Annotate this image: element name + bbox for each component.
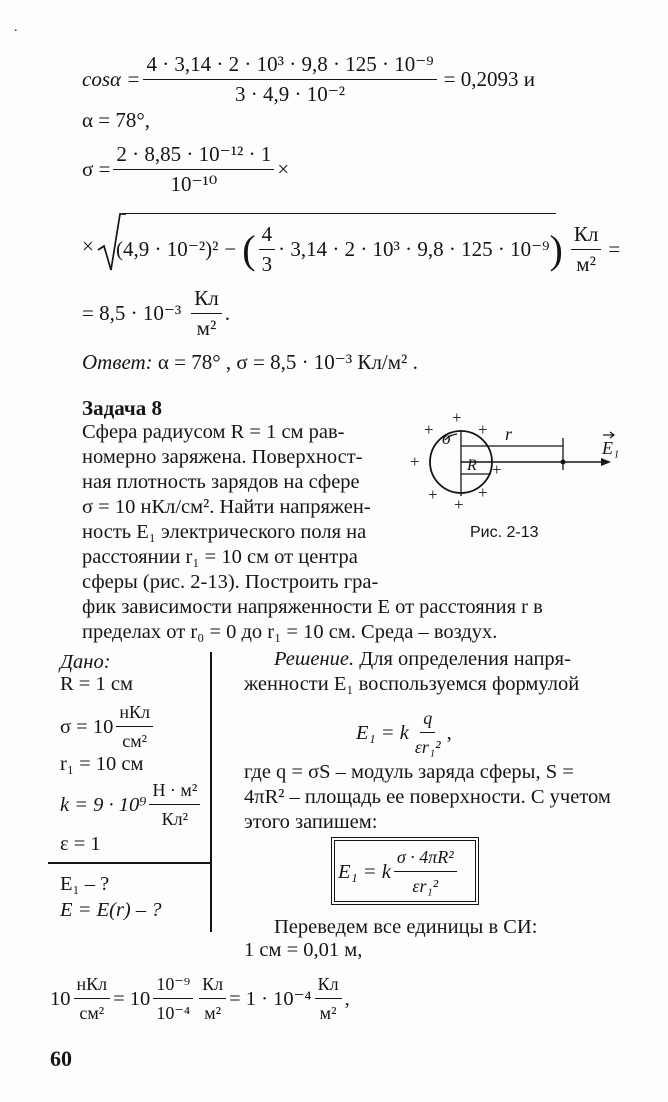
unit-conversion bbox=[50, 972, 350, 1025]
eq4-term-a: (4,9 · 10⁻²)² bbox=[116, 237, 219, 261]
given-sigma bbox=[60, 700, 156, 753]
vector-arrow-icon bbox=[602, 431, 616, 439]
formula-1-fraction bbox=[412, 706, 444, 759]
task-line-3: ная плотность зарядов на сфере bbox=[82, 471, 360, 493]
given-title: Дано: bbox=[60, 651, 111, 673]
solution-line-1 bbox=[274, 647, 571, 671]
task-line-4: σ = 10 нКл/см². Найти напряжен- bbox=[82, 496, 371, 518]
eq1-fraction bbox=[143, 52, 436, 107]
plus-sign: + bbox=[478, 420, 488, 439]
eq4-unit-den: м² bbox=[576, 252, 596, 276]
task-line-9: пределах от r₀ = 0 до r₁ = 10 см. Среда – воздух. bbox=[82, 621, 498, 643]
eq4-frac-den: 3 bbox=[261, 252, 273, 276]
plus-sign: + bbox=[492, 460, 502, 479]
eq4-lead: × bbox=[82, 234, 94, 258]
figure-caption: Рис. 2-13 bbox=[470, 524, 539, 541]
formula-E1-boxed bbox=[338, 845, 460, 898]
given-vertical-rule bbox=[210, 652, 212, 932]
solution-label: Решение. bbox=[274, 648, 355, 670]
given-k-unit-num: Н · м² bbox=[149, 778, 200, 805]
given-k-unit bbox=[149, 778, 200, 831]
formula-1-num: q bbox=[420, 706, 435, 733]
eq3-fraction bbox=[113, 142, 274, 197]
eq4-unit-num: Кл bbox=[571, 222, 602, 250]
plus-sign: + bbox=[424, 420, 434, 439]
task-line-5: ность E₁ электрического поля на bbox=[82, 521, 367, 543]
equation-cos-alpha bbox=[82, 52, 535, 107]
conv-d-den: м² bbox=[319, 1003, 337, 1023]
eq1-rhs: = 0,2093 и bbox=[443, 67, 535, 91]
solution-where-1: где q = σS – модуль заряда сферы, S = bbox=[244, 761, 574, 783]
given-k bbox=[60, 778, 203, 831]
eq1-denominator: 3 · 4,9 · 10⁻² bbox=[234, 82, 346, 106]
figure-sphere-diagram bbox=[405, 410, 635, 510]
task-title: Задача 8 bbox=[82, 396, 162, 420]
task-line-7: сферы (рис. 2-13). Построить гра- bbox=[82, 571, 379, 593]
sqrt-bar bbox=[124, 213, 556, 214]
plus-sign: + bbox=[410, 452, 420, 471]
equation-sigma-result bbox=[82, 286, 230, 341]
eq4-frac-num: 4 bbox=[259, 222, 276, 250]
given-sigma-lhs: σ = 10 bbox=[60, 715, 114, 738]
conv-b-fraction bbox=[153, 972, 193, 1025]
given-k-unit-den: Кл² bbox=[161, 809, 189, 829]
given-k-lhs: k = 9 · 10⁹ bbox=[60, 793, 147, 816]
given-R: R = 1 см bbox=[60, 673, 133, 695]
task-line-6: расстоянии r₁ = 10 см от центра bbox=[82, 546, 358, 568]
conv-d-num: Кл bbox=[315, 972, 342, 999]
conv-a: 10 bbox=[50, 987, 71, 1010]
eq4-unit bbox=[571, 222, 602, 277]
formula-2-lhs: E₁ = k bbox=[338, 860, 391, 883]
eq3-times: × bbox=[277, 157, 290, 181]
formula-1-lhs: E₁ = k bbox=[356, 721, 409, 744]
eq4-paren-open: ( bbox=[242, 226, 256, 272]
eq5-end: . bbox=[224, 301, 230, 325]
answer-label: Ответ: bbox=[82, 350, 153, 374]
equation-alpha: α = 78°, bbox=[82, 108, 150, 132]
eq3-numerator: 2 · 8,85 · 10⁻¹² · 1 bbox=[113, 142, 274, 170]
solution-si-1: Переведем все единицы в СИ: bbox=[274, 916, 538, 938]
plus-sign: + bbox=[478, 483, 488, 502]
conv-c-den: м² bbox=[204, 1003, 221, 1023]
eq4-equals: = bbox=[608, 237, 621, 261]
eq5-unit-den: м² bbox=[196, 316, 217, 340]
eq5-unit-num: Кл bbox=[191, 286, 222, 314]
conv-b-den: 10⁻⁴ bbox=[156, 1003, 191, 1023]
given-sigma-unit bbox=[116, 700, 153, 753]
given-eps: ε = 1 bbox=[60, 833, 101, 855]
conv-end: , bbox=[344, 987, 350, 1010]
corner-mark: . bbox=[14, 20, 18, 35]
eq1-numerator: 4 · 3,14 · 2 · 10³ · 9,8 · 125 · 10⁻⁹ bbox=[143, 52, 436, 80]
formula-2-den: εr₁² bbox=[412, 876, 439, 896]
figure-E-label: E₁ bbox=[602, 438, 620, 458]
conv-b-num: 10⁻⁹ bbox=[153, 972, 193, 999]
solution-where-3: этого запишем: bbox=[244, 811, 378, 833]
equation-sqrt bbox=[82, 212, 642, 274]
formula-1-end: , bbox=[446, 721, 452, 744]
solution-si-2: 1 см = 0,01 м, bbox=[244, 939, 363, 961]
eq4-fraction bbox=[259, 222, 276, 277]
task-line-8: фик зависимости напряженности E от расстояния r в bbox=[82, 596, 543, 618]
eq5-lhs: = 8,5 · 10⁻³ bbox=[82, 301, 182, 325]
given-r1: r₁ = 10 см bbox=[60, 753, 144, 775]
conv-eq1: = 10 bbox=[113, 987, 151, 1010]
given-divider bbox=[48, 862, 211, 864]
task-line-2: номерно заряжена. Поверхност- bbox=[82, 446, 363, 468]
eq4-term-b: · 3,14 · 2 · 10³ · 9,8 · 125 · 10⁻⁹ bbox=[278, 237, 550, 261]
find-E1: E₁ – ? bbox=[60, 873, 110, 895]
conv-eq2: = 1 · 10⁻⁴ bbox=[229, 987, 312, 1010]
conv-a-num: нКл bbox=[74, 972, 111, 999]
solution-where-2: 4πR² – площадь ее поверхности. С учетом bbox=[244, 786, 611, 808]
task-line-1: Сфера радиусом R = 1 см рав- bbox=[82, 421, 345, 443]
conv-d-unit bbox=[315, 972, 342, 1025]
eq3-lhs: σ = bbox=[82, 157, 111, 181]
equation-sigma bbox=[82, 142, 289, 197]
conv-c-num: Кл bbox=[199, 972, 226, 999]
eq5-unit bbox=[191, 286, 222, 341]
figure-sigma-label: σ bbox=[442, 428, 451, 448]
solution-line-2: женности E₁ воспользуемся формулой bbox=[244, 673, 580, 695]
eq3-denominator: 10⁻¹⁰ bbox=[170, 172, 218, 196]
plus-sign: + bbox=[454, 495, 464, 514]
formula-E1-basic bbox=[356, 706, 452, 759]
figure-R-label: R bbox=[467, 457, 477, 474]
formula-2-fraction bbox=[394, 845, 457, 898]
solution-line-1-text: Для определения напря- bbox=[359, 648, 571, 670]
page-number: 60 bbox=[50, 1046, 72, 1071]
answer-text: α = 78° , σ = 8,5 · 10⁻³ Кл/м² . bbox=[157, 350, 418, 374]
eq4-paren-close: ) bbox=[549, 226, 563, 272]
given-sigma-unit-den: см² bbox=[122, 731, 148, 751]
conv-a-den: см² bbox=[79, 1003, 105, 1023]
plus-sign: + bbox=[452, 408, 462, 427]
eq1-lhs: cosα = bbox=[82, 67, 141, 91]
given-sigma-unit-num: нКл bbox=[116, 700, 153, 727]
answer-line bbox=[82, 350, 418, 375]
conv-c-unit bbox=[199, 972, 226, 1025]
eq4-minus: − bbox=[224, 237, 237, 261]
formula-2-num: σ · 4πR² bbox=[394, 845, 457, 872]
conv-a-unit bbox=[74, 972, 111, 1025]
formula-1-den: εr₁² bbox=[414, 737, 441, 757]
figure-r-label: r bbox=[505, 424, 513, 444]
find-E-of-r: E = E(r) – ? bbox=[60, 899, 162, 921]
plus-sign: + bbox=[428, 485, 438, 504]
